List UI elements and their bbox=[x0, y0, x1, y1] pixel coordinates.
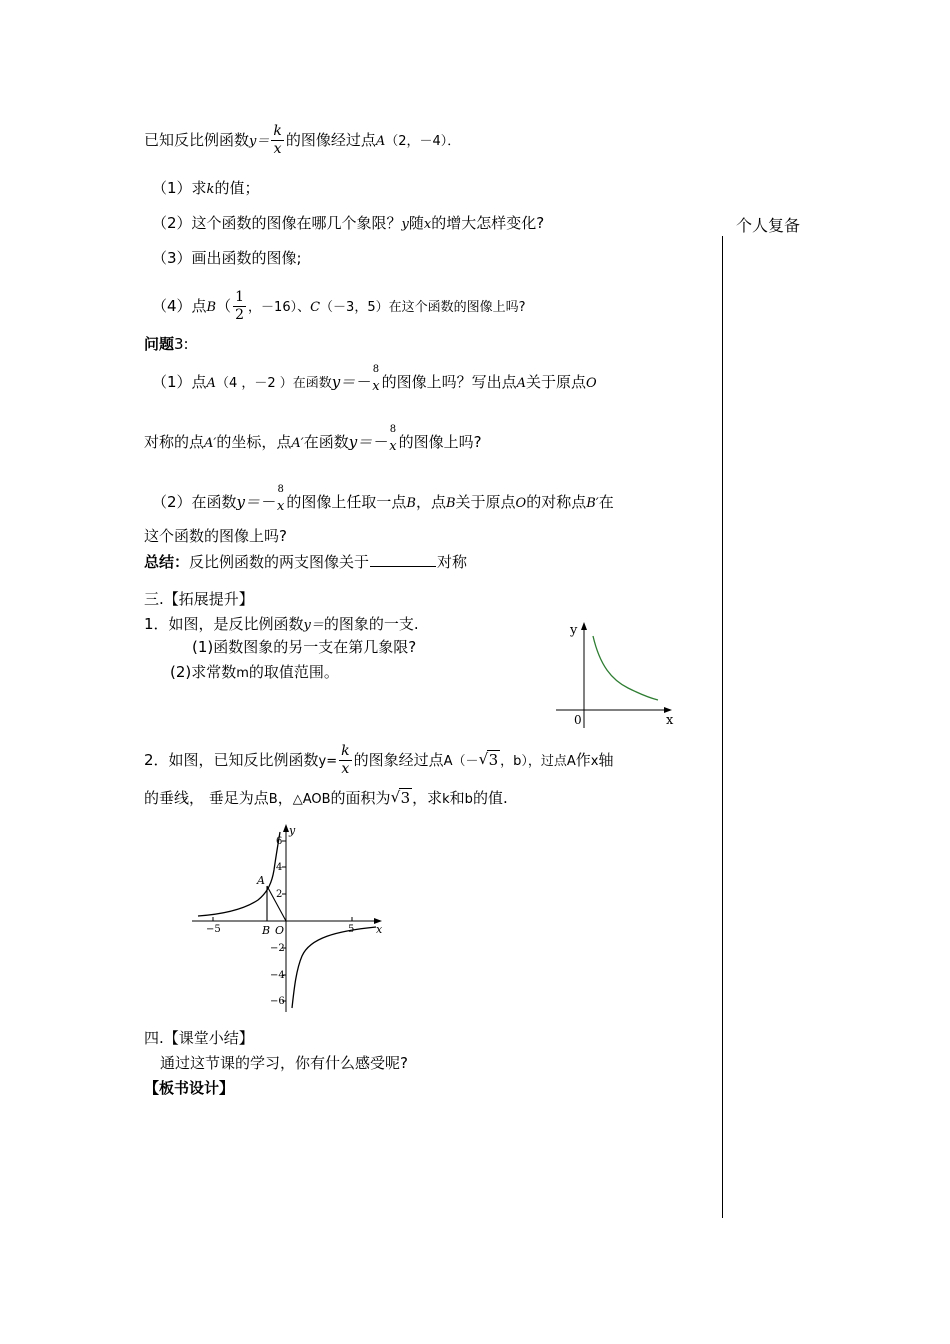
graph2-y-tick-label: 2 bbox=[276, 889, 283, 900]
graph2-branch-right bbox=[292, 927, 376, 1008]
problem1-intro: 已知反比例函数y＝ $\frac{k}{x}$ 的图像经过点A（2，－4）． bbox=[144, 123, 461, 157]
section3-e1: 1．如图，是反比例函数y＝的图象的一支. bbox=[144, 615, 419, 633]
graph1-y-label: y bbox=[570, 623, 578, 638]
graph2-y-tick-label: −2 bbox=[270, 943, 285, 954]
problem3-p1-line1: （1）点A（4 ，－2 ）在函数y＝－ 8 x 的图像上吗？写出点A关于原点O bbox=[152, 363, 597, 394]
graph2-origin: O bbox=[275, 924, 285, 937]
graph2-y-tick-label: 4 bbox=[276, 862, 283, 873]
graph2-figure bbox=[186, 820, 386, 1016]
graph2-y-label: y bbox=[289, 824, 296, 837]
graph1-x-label: x bbox=[666, 713, 674, 728]
graph2-point-b: B bbox=[262, 924, 271, 937]
problem3-heading: 问题3: bbox=[144, 335, 189, 353]
problem1-q2: （2）这个函数的图像在哪几个象限？y随x的增大怎样变化? bbox=[152, 214, 545, 232]
problem3-p2-line2: 这个函数的图像上吗? bbox=[144, 527, 287, 545]
graph2-y-tick-label: 6 bbox=[276, 836, 283, 847]
graph1-origin: 0 bbox=[574, 713, 582, 727]
section3-heading: 三.【拓展提升】 bbox=[144, 590, 254, 608]
section4-text: 通过这节课的学习，你有什么感受呢? bbox=[160, 1054, 408, 1072]
graph2-point-a: A bbox=[257, 874, 265, 887]
graph2-y-tick-label: −6 bbox=[270, 996, 285, 1007]
problem1-q1: （1）求k的值； bbox=[152, 179, 260, 197]
graph1-hyperbola-branch bbox=[550, 616, 680, 732]
summary-blank[interactable] bbox=[370, 552, 436, 567]
sidebar-label: 个人复备 bbox=[736, 216, 801, 235]
graph2-y-tick-label: −4 bbox=[270, 970, 285, 981]
board-design-heading: 【板书设计】 bbox=[144, 1079, 235, 1097]
section3-e2-line2: 的垂线， 垂足为点B，△AOB的面积为 √ 3 ，求k和b的值. bbox=[144, 788, 508, 807]
problem3-p1-line2: 对称的点A′的坐标，点A′在函数y＝－ 8 x 的图像上吗? bbox=[144, 423, 482, 454]
graph2-x-tick-label: 5 bbox=[348, 924, 355, 935]
problem1-q3: （3）画出函数的图像; bbox=[152, 249, 302, 267]
problem3-summary: 总结：反比例函数的两支图像关于 对称 bbox=[144, 553, 468, 571]
problem1-q4: （4）点B（ $\frac{1}{2}$ ，－16）、C（－3，5）在这个函数的图像上吗? bbox=[152, 289, 526, 323]
problem3-p2-line1: （2）在函数y＝－ 8 x 的图像上任取一点B，点B关于原点O的对称点B′在 bbox=[152, 483, 614, 514]
section3-e1-q1: (1)函数图象的另一支在第几象限? bbox=[192, 638, 417, 656]
graph2-x-label: x bbox=[376, 923, 383, 936]
graph2-x-tick-label: −5 bbox=[206, 924, 221, 935]
section3-e1-q2: (2)求常数m的取值范围。 bbox=[170, 663, 339, 681]
section4-heading: 四.【课堂小结】 bbox=[144, 1029, 254, 1047]
margin-divider bbox=[722, 236, 723, 1218]
graph1-curve bbox=[593, 636, 658, 700]
graph2-branch-left bbox=[198, 832, 283, 916]
section3-e2-line1: 2．如图，已知反比例函数y= $\frac{k}{x}$ 的图象经过点A（－ √ 3 ，b），过点A作x轴 bbox=[144, 743, 614, 777]
